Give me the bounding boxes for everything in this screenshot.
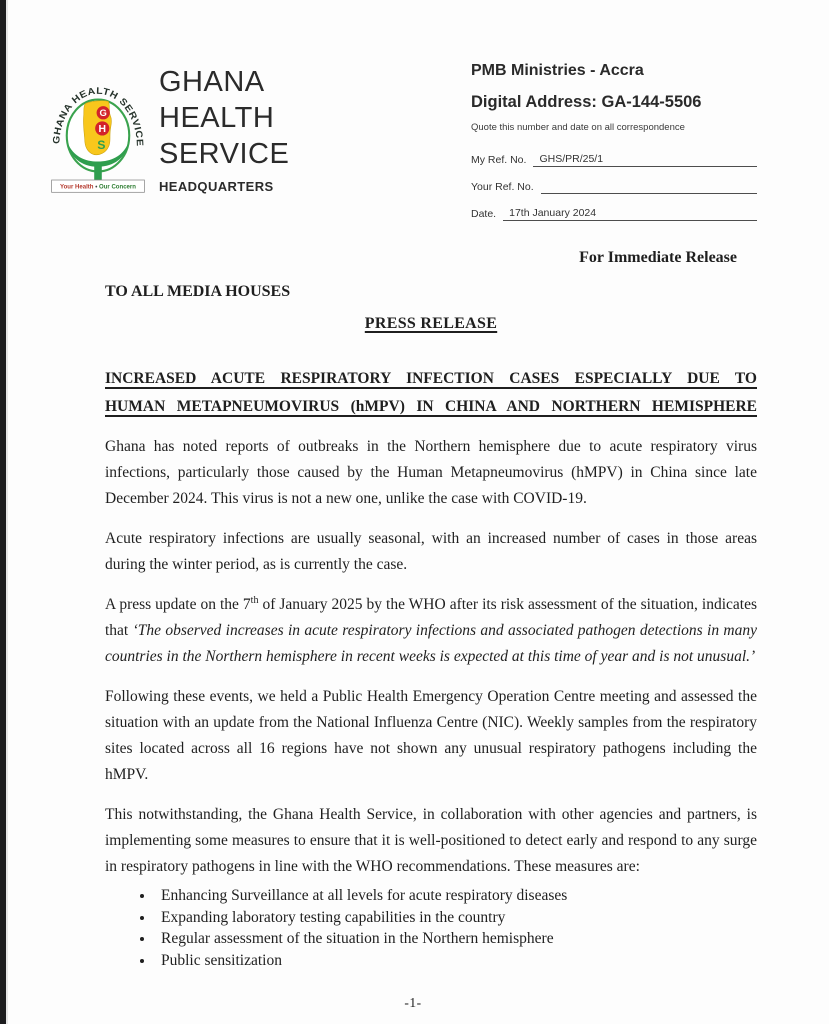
svg-text:Your Health • [60, 185, 136, 191]
your-ref-row [471, 167, 757, 194]
who-quote: ‘The observed increases in acute respiratory infections and associated pathogen detections in many countries in the Northern hemisphere in recent weeks is expected at this time of year and is not unusual.’ [105, 622, 757, 665]
your-ref-label: Your Ref. No. [471, 181, 534, 193]
org-subtitle: HEADQUARTERS [159, 179, 274, 194]
my-ref-label: My Ref. No. [471, 154, 527, 166]
letter-h: H [98, 124, 107, 136]
page-number: -1- [404, 995, 422, 1010]
paragraph-2: Acute respiratory infections are usually seasonal, with an increased number of cases in those areas during the winter period, as is currently the case. [105, 530, 757, 573]
document-title [105, 365, 757, 421]
press-release-heading [105, 315, 757, 333]
measure-item-3: • Regular assessment of the situation in the Northern hemisphere [155, 928, 757, 950]
paragraph-4: Following these events, we held a Public Health Emergency Operation Centre meeting and assessed the situation with an update from the National Influenza Centre (NIC). Weekly samples from the respiratory sites located across all 16 regions have not shown any unusual respiratory pathogens including the hMPV. [105, 688, 757, 783]
paragraph-5: This notwithstanding, the Ghana Health Service, in collaboration with other agencies and partners, is implementing some measures to ensure that it is well-positioned to detect early and respond to any surge in respiratory pathogens in line with the WHO recommendations. These measures are: [105, 806, 757, 875]
title-line-2: HUMAN METAPNEUMOVIRUS (hMPV) IN CHINA AND NORTHERN HEMISPHERE [105, 398, 757, 415]
addressee: TO ALL MEDIA HOUSES [105, 283, 291, 300]
motto-sep: • [95, 184, 98, 191]
date-value: 17th January 2024 [503, 207, 757, 221]
org-name-line-2: HEALTH [159, 102, 275, 134]
measure-item-1: • Enhancing Surveillance at all levels for acute respiratory diseases [155, 885, 757, 907]
measure-item-2: • Expanding laboratory testing capabilities in the country [155, 907, 757, 929]
measures-list [105, 885, 757, 971]
letterhead [51, 56, 757, 221]
ordinal-superscript: th [250, 594, 259, 606]
my-ref-value: GHS/PR/25/1 [533, 153, 757, 167]
paragraph-3-middle: of January 2025 by the WHO after its risk assessment of the situation, indicates that [105, 596, 758, 639]
measure-item-4: • Public sensitization [155, 950, 757, 972]
paragraph-1: Ghana has noted reports of outbreaks in the Northern hemisphere due to acute respiratory virus infections, particularly those caused by the Human Metapneumovirus (hMPV) in China since late December 2024. This virus is not a new one, unlike the case with COVID-19. [105, 438, 757, 507]
org-name-line-1: GHANA [159, 66, 265, 98]
your-ref-value [541, 192, 757, 194]
date-label: Date. [471, 208, 497, 220]
for-immediate-release: For Immediate Release [579, 249, 737, 266]
press-release-heading-text: PRESS RELEASE [364, 315, 498, 332]
my-ref-row [471, 140, 757, 167]
letter-g: G [99, 108, 107, 120]
paragraph-3-start: A press update on the 7 [105, 596, 251, 613]
brand-block [47, 56, 289, 221]
digital-address: Digital Address: GA-144-5506 [471, 93, 702, 111]
org-name-block [159, 56, 289, 221]
hands-stem [94, 164, 102, 181]
date-row [471, 194, 757, 221]
motto-right: Our Concern [99, 184, 136, 191]
motto-left: Your Health [60, 184, 94, 191]
ghs-logo [47, 56, 149, 198]
body-text [105, 434, 757, 971]
paragraph-3 [105, 592, 757, 670]
correspondence-note: Quote this number and date on all correspondence [471, 122, 685, 133]
logo-arc-text: GHANA HEALTH SERVICE [51, 85, 145, 147]
org-name-line-3: SERVICE [159, 138, 290, 170]
letter-s: S [97, 137, 106, 152]
org-name [159, 56, 289, 172]
title-line-1: INCREASED ACUTE RESPIRATORY INFECTION CASES ESPECIALLY DUE TO [105, 370, 757, 387]
contact-block [471, 56, 757, 221]
postal-address: PMB Ministries - Accra [471, 62, 644, 79]
